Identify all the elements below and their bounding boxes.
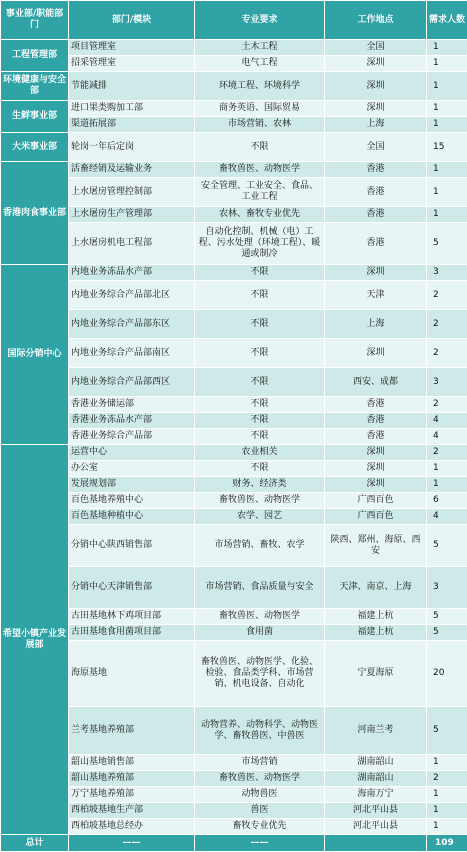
req-cell: 畜牧兽医、动物医学: [195, 771, 325, 787]
req-cell: 电气工程: [195, 56, 325, 72]
loc-cell: 全国: [325, 40, 427, 56]
table-row: [1, 755, 467, 771]
loc-cell: 香港: [325, 178, 427, 207]
loc-cell: 香港: [325, 429, 427, 445]
count-cell: 1: [427, 787, 467, 803]
loc-cell: 天津: [325, 281, 427, 310]
req-cell: 市场营销、农林: [195, 117, 325, 133]
count-cell: 2: [427, 281, 467, 310]
table-row: [1, 771, 467, 787]
dept-cell: 上水屠房生产管理部: [69, 207, 195, 223]
table-row: [1, 56, 467, 72]
req-cell: 农林、畜牧专业优先: [195, 207, 325, 223]
count-cell: 1: [427, 461, 467, 477]
table-row: [1, 509, 467, 525]
count-cell: 1: [427, 477, 467, 493]
division-cell: 大米事业部: [1, 133, 69, 162]
division-cell: 工程管理部: [1, 40, 69, 72]
req-cell: 不限: [195, 133, 325, 162]
header-requirement: 专业要求: [195, 1, 325, 40]
dept-cell: 内地业务综合产品部西区: [69, 368, 195, 397]
table-row: [1, 281, 467, 310]
count-cell: 1: [427, 40, 467, 56]
dept-cell: 内地业务综合产品部东区: [69, 310, 195, 339]
dept-cell: 活畜经销及运输业务: [69, 162, 195, 178]
table-row: [1, 413, 467, 429]
count-cell: 3: [427, 368, 467, 397]
table-row: [1, 101, 467, 117]
loc-cell: 全国: [325, 133, 427, 162]
table-row: [1, 819, 467, 835]
dept-cell: 招采管理室: [69, 56, 195, 72]
dept-cell: 内地业务综合产品部南区: [69, 339, 195, 368]
dept-cell: 古田基地食用菌项目部: [69, 625, 195, 641]
count-cell: 1: [427, 56, 467, 72]
count-cell: 5: [427, 625, 467, 641]
dept-cell: 轮岗一年后定岗: [69, 133, 195, 162]
table-row: [1, 525, 467, 567]
dept-cell: 百色基地种植中心: [69, 509, 195, 525]
loc-cell: 湖南韶山: [325, 755, 427, 771]
table-row: [1, 445, 467, 461]
req-cell: 市场营销、食品质量与安全: [195, 567, 325, 609]
loc-cell: 深圳: [325, 339, 427, 368]
table-row: [1, 493, 467, 509]
division-cell: 生鲜事业部: [1, 101, 69, 133]
count-cell: 5: [427, 525, 467, 567]
loc-cell: 宁夏海原: [325, 641, 427, 707]
count-cell: 1: [427, 117, 467, 133]
table-row: [1, 40, 467, 56]
dept-cell: 渠道拓展部: [69, 117, 195, 133]
req-cell: 畜牧兽医、动物医学、化验、检验、食品类学科、市场营销、机电设备、自动化: [195, 641, 325, 707]
table-row: [1, 339, 467, 368]
count-cell: 1: [427, 207, 467, 223]
table-row: [1, 368, 467, 397]
req-cell: 环境工程、环境科学: [195, 72, 325, 101]
table-row: [1, 178, 467, 207]
count-cell: 2: [427, 339, 467, 368]
req-cell: 农业相关: [195, 445, 325, 461]
header-dept: 部门/模块: [69, 1, 195, 40]
table-row: [1, 117, 467, 133]
loc-cell: 深圳: [325, 101, 427, 117]
table-header: [1, 1, 467, 40]
table-row: [1, 641, 467, 707]
table-row: [1, 265, 467, 281]
req-cell: 畜牧兽医、动物医学: [195, 162, 325, 178]
count-cell: 4: [427, 509, 467, 525]
dept-cell: 百色基地养殖中心: [69, 493, 195, 509]
req-cell: 畜牧兽医、动物医学: [195, 493, 325, 509]
loc-cell: 河北平山县: [325, 819, 427, 835]
dept-cell: 项目管理室: [69, 40, 195, 56]
dept-cell: 办公室: [69, 461, 195, 477]
count-cell: 2: [427, 397, 467, 413]
loc-cell: 深圳: [325, 265, 427, 281]
dept-cell: 韶山基地养殖部: [69, 771, 195, 787]
loc-cell: 上海: [325, 117, 427, 133]
dept-cell: 分销中心天津销售部: [69, 567, 195, 609]
req-cell: 财务、经济类: [195, 477, 325, 493]
total-dash-req: ——: [195, 835, 325, 852]
count-cell: 2: [427, 771, 467, 787]
division-cell: 希望小镇产业发展部: [1, 445, 69, 835]
total-empty: [325, 835, 427, 852]
loc-cell: 香港: [325, 162, 427, 178]
dept-cell: 万宁基地养殖部: [69, 787, 195, 803]
dept-cell: 运营中心: [69, 445, 195, 461]
count-cell: 6: [427, 493, 467, 509]
count-cell: 2: [427, 445, 467, 461]
req-cell: 农学、园艺: [195, 509, 325, 525]
count-cell: 3: [427, 567, 467, 609]
header-count: 需求人数: [427, 1, 467, 40]
header-location: 工作地点: [325, 1, 427, 40]
loc-cell: 河南兰考: [325, 707, 427, 755]
loc-cell: 广西百色: [325, 509, 427, 525]
loc-cell: 福建上杭: [325, 625, 427, 641]
req-cell: 畜牧专业优先: [195, 819, 325, 835]
count-cell: 2: [427, 310, 467, 339]
dept-cell: 海原基地: [69, 641, 195, 707]
division-cell: 香港肉食事业部: [1, 162, 69, 265]
division-cell: 环境健康与安全部: [1, 72, 69, 101]
table-row: [1, 567, 467, 609]
count-cell: 4: [427, 429, 467, 445]
req-cell: 自动化控制、机械（电）工程、污水处理（环境工程）、暖通或制冷: [195, 223, 325, 265]
count-cell: 1: [427, 178, 467, 207]
table-row: [1, 310, 467, 339]
count-cell: 1: [427, 803, 467, 819]
req-cell: 畜牧兽医、动物医学: [195, 609, 325, 625]
dept-cell: 西柏坡基地生产部: [69, 803, 195, 819]
count-cell: 20: [427, 641, 467, 707]
req-cell: 不限: [195, 397, 325, 413]
dept-cell: 内地业务综合产品部北区: [69, 281, 195, 310]
header-division: 事业部/职能部门: [1, 1, 69, 40]
req-cell: 不限: [195, 265, 325, 281]
loc-cell: 深圳: [325, 445, 427, 461]
total-value: 109: [427, 835, 467, 852]
table-row: [1, 397, 467, 413]
req-cell: 市场营销: [195, 755, 325, 771]
loc-cell: 海南万宁: [325, 787, 427, 803]
table-row: [1, 707, 467, 755]
dept-cell: 香港业务综合产品部: [69, 429, 195, 445]
count-cell: 5: [427, 707, 467, 755]
req-cell: 市场营销、畜牧、农学: [195, 525, 325, 567]
table-row: [1, 223, 467, 265]
count-cell: 1: [427, 72, 467, 101]
req-cell: 商务英语、国际贸易: [195, 101, 325, 117]
total-row: [1, 835, 467, 852]
req-cell: 不限: [195, 339, 325, 368]
req-cell: 动物营养、动物科学、动物医学、畜牧兽医、中兽医: [195, 707, 325, 755]
loc-cell: 陕西、郑州、海原、西安: [325, 525, 427, 567]
req-cell: 土木工程: [195, 40, 325, 56]
table-row: [1, 133, 467, 162]
req-cell: 不限: [195, 310, 325, 339]
count-cell: 1: [427, 755, 467, 771]
loc-cell: 天津、南京、上海: [325, 567, 427, 609]
req-cell: 兽医: [195, 803, 325, 819]
loc-cell: 深圳: [325, 56, 427, 72]
count-cell: 15: [427, 133, 467, 162]
req-cell: 食用菌: [195, 625, 325, 641]
req-cell: 不限: [195, 368, 325, 397]
dept-cell: 香港业务冻品水产部: [69, 413, 195, 429]
dept-cell: 内地业务冻品水产部: [69, 265, 195, 281]
loc-cell: 香港: [325, 207, 427, 223]
division-cell: 国际分销中心: [1, 265, 69, 445]
table-row: [1, 207, 467, 223]
loc-cell: 河北平山县: [325, 803, 427, 819]
table-row: [1, 803, 467, 819]
req-cell: 不限: [195, 429, 325, 445]
req-cell: 不限: [195, 461, 325, 477]
count-cell: 1: [427, 819, 467, 835]
table-row: [1, 429, 467, 445]
count-cell: 3: [427, 265, 467, 281]
total-dash-dept: ——: [69, 835, 195, 852]
dept-cell: 发展规划部: [69, 477, 195, 493]
dept-cell: 西柏坡基地总经办: [69, 819, 195, 835]
count-cell: 1: [427, 101, 467, 117]
table-row: [1, 72, 467, 101]
loc-cell: 深圳: [325, 477, 427, 493]
dept-cell: 韶山基地销售部: [69, 755, 195, 771]
loc-cell: 湖南韶山: [325, 771, 427, 787]
table-row: [1, 609, 467, 625]
loc-cell: 上海: [325, 310, 427, 339]
total-label: 总计: [1, 835, 69, 852]
dept-cell: 进口果类购加工部: [69, 101, 195, 117]
dept-cell: 古田基地林下鸡项目部: [69, 609, 195, 625]
table-row: [1, 461, 467, 477]
count-cell: 4: [427, 413, 467, 429]
table-row: [1, 787, 467, 803]
loc-cell: 香港: [325, 223, 427, 265]
dept-cell: 节能减排: [69, 72, 195, 101]
loc-cell: 深圳: [325, 72, 427, 101]
dept-cell: 兰考基地养殖部: [69, 707, 195, 755]
table-row: [1, 477, 467, 493]
req-cell: 不限: [195, 281, 325, 310]
dept-cell: 上水屠房机电工程部: [69, 223, 195, 265]
loc-cell: 西安、成都: [325, 368, 427, 397]
loc-cell: 广西百色: [325, 493, 427, 509]
count-cell: 5: [427, 223, 467, 265]
req-cell: 安全管理、工业安全、食品、工业工程: [195, 178, 325, 207]
count-cell: 1: [427, 162, 467, 178]
dept-cell: 香港业务储运部: [69, 397, 195, 413]
dept-cell: 上水屠房管理控制部: [69, 178, 195, 207]
table-row: [1, 162, 467, 178]
loc-cell: 深圳: [325, 461, 427, 477]
req-cell: 不限: [195, 413, 325, 429]
loc-cell: 香港: [325, 397, 427, 413]
count-cell: 5: [427, 609, 467, 625]
req-cell: 动物兽医: [195, 787, 325, 803]
dept-cell: 分销中心陕西销售部: [69, 525, 195, 567]
table-row: [1, 625, 467, 641]
loc-cell: 香港: [325, 413, 427, 429]
loc-cell: 福建上杭: [325, 609, 427, 625]
